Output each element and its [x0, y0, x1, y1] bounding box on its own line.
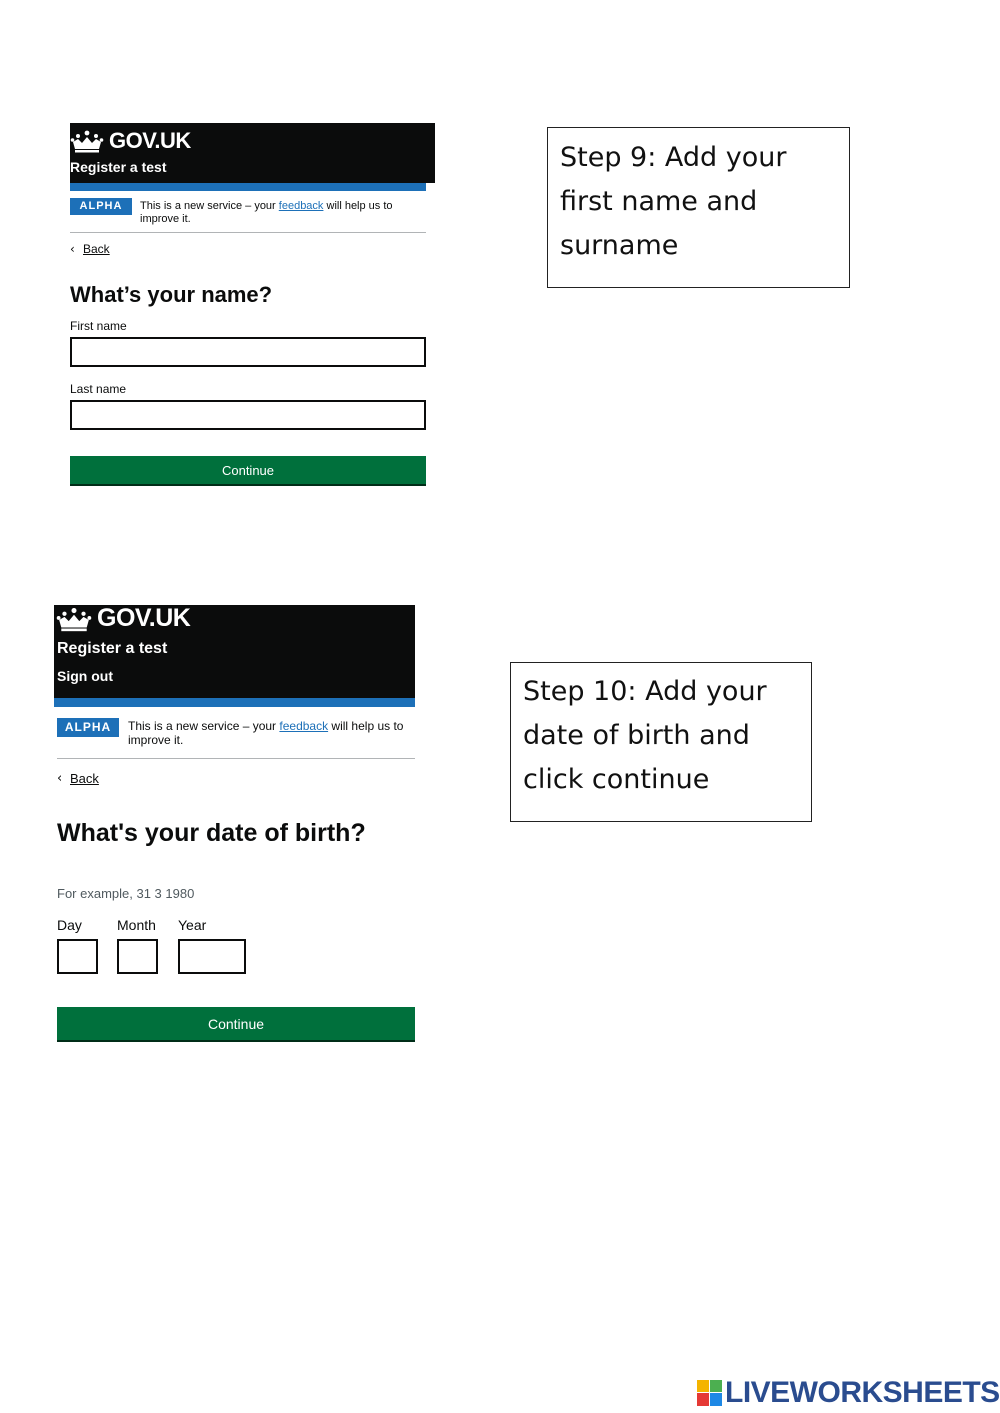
header-blue-bar	[54, 698, 415, 707]
service-name[interactable]: Register a test	[70, 159, 167, 175]
date-hint: For example, 31 3 1980	[57, 886, 195, 901]
day-label: Day	[57, 917, 82, 933]
phase-text-before: This is a new service – your	[128, 719, 280, 733]
header-blue-bar	[70, 183, 426, 191]
month-input[interactable]	[117, 939, 158, 974]
continue-button[interactable]: Continue	[57, 1007, 415, 1040]
phase-tag: ALPHA	[57, 718, 119, 737]
chevron-left-icon: ‹	[70, 242, 75, 256]
back-link[interactable]: Back	[70, 771, 99, 786]
step-9-line-3: surname	[560, 230, 679, 261]
step-9-line-1: Step 9: Add your	[560, 142, 787, 173]
crown-icon	[56, 606, 92, 632]
first-name-label: First name	[70, 319, 127, 333]
last-name-label: Last name	[70, 382, 127, 396]
month-label: Month	[117, 917, 156, 933]
liveworksheets-wordmark: LIVEWORKSHEETS	[725, 1376, 1000, 1409]
continue-button[interactable]: Continue	[70, 456, 426, 484]
phase-text-before: This is a new service – your	[140, 200, 279, 212]
phase-text-after: will help us to improve it.	[128, 719, 404, 747]
govuk-logo[interactable]	[70, 128, 191, 154]
step-10-instruction	[510, 662, 812, 822]
day-input[interactable]	[57, 939, 98, 974]
govuk-logo-text: GOV.UK	[97, 604, 191, 632]
phase-divider	[57, 758, 415, 759]
govuk-logo-text: GOV.UK	[109, 128, 191, 153]
feedback-link[interactable]: feedback	[278, 200, 324, 212]
phase-tag: ALPHA	[70, 198, 132, 215]
sign-out-link[interactable]: Sign out	[57, 668, 113, 684]
phase-divider	[70, 232, 426, 233]
service-name[interactable]: Register a test	[57, 640, 168, 657]
page-heading: What’s your name?	[70, 282, 273, 307]
govuk-logo[interactable]	[56, 604, 190, 633]
crown-icon	[70, 129, 104, 153]
first-name-input[interactable]	[70, 337, 426, 367]
liveworksheets-logo-icon	[697, 1378, 723, 1408]
phase-banner-text	[140, 200, 430, 225]
year-label: Year	[178, 917, 207, 933]
last-name-input[interactable]	[70, 400, 426, 430]
back-link[interactable]: Back	[83, 242, 110, 256]
year-input[interactable]	[178, 939, 246, 974]
step-9-line-2: first name and	[560, 186, 758, 217]
step-10-line-3: click continue	[523, 764, 710, 795]
step-9-instruction	[547, 127, 850, 288]
step-10-line-2: date of birth and	[523, 720, 750, 751]
step-10-line-1: Step 10: Add your	[523, 676, 767, 707]
page-heading: What's your date of birth?	[57, 819, 366, 847]
chevron-left-icon: ‹	[57, 771, 63, 786]
liveworksheets-logo[interactable]	[697, 1376, 1000, 1410]
phase-text-after: will help us to improve it.	[140, 200, 393, 225]
feedback-link[interactable]: feedback	[279, 719, 329, 733]
phase-banner-text	[128, 720, 418, 748]
